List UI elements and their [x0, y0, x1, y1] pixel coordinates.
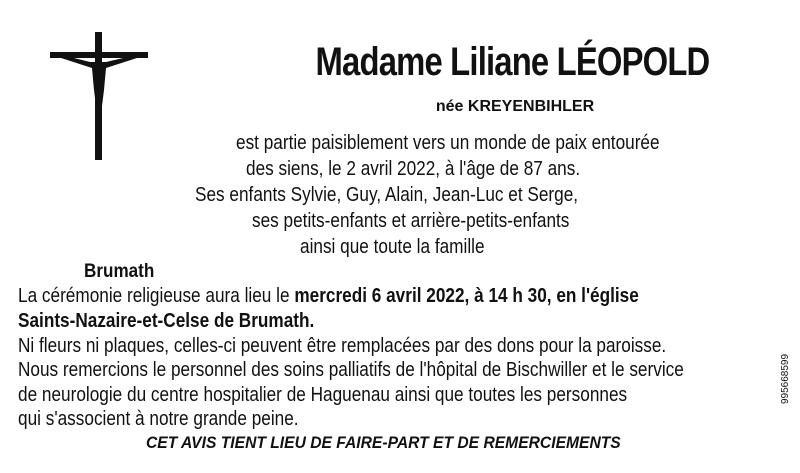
announcement-line: est partie paisiblement vers un monde de paix entourée [236, 132, 660, 154]
body-line: Nous remercions le personnel des soins palliatifs de l'hôpital de Bischwiller et le service [18, 359, 684, 381]
announcement-line: ainsi que toute la famille [300, 236, 485, 258]
ceremony-line [18, 285, 639, 308]
deceased-name: Madame Liliane LÉOPOLD [315, 40, 710, 84]
announcement-line: Ses enfants Sylvie, Guy, Alain, Jean-Luc et Serge, [195, 184, 579, 206]
maiden-name: née KREYENBIHLER [435, 98, 595, 115]
ceremony-place: Saints-Nazaire-et-Celse de Brumath. [18, 310, 315, 332]
announcement-line: ses petits-enfants et arrière-petits-enfants [252, 210, 570, 232]
announcement-line: des siens, le 2 avril 2022, à l'âge de 87 ans. [246, 158, 581, 180]
body-line: Ni fleurs ni plaques, celles-ci peuvent être remplacées par des dons pour la paroisse. [18, 335, 667, 357]
crucifix-icon [50, 32, 148, 160]
footer-notice: CET AVIS TIENT LIEU DE FAIRE-PART ET DE REMERCIEMENTS [146, 433, 621, 452]
reference-number: 995668599 [780, 353, 791, 404]
city-name: Brumath [84, 261, 155, 282]
ceremony-intro: La cérémonie religieuse aura lieu le [18, 285, 295, 307]
body-line: qui s'associent à notre grande peine. [18, 408, 299, 430]
ceremony-datetime: mercredi 6 avril 2022, à 14 h 30, en l'église [294, 285, 639, 307]
body-line: de neurologie du centre hospitalier de Haguenau ainsi que toutes les personnes [18, 384, 628, 406]
